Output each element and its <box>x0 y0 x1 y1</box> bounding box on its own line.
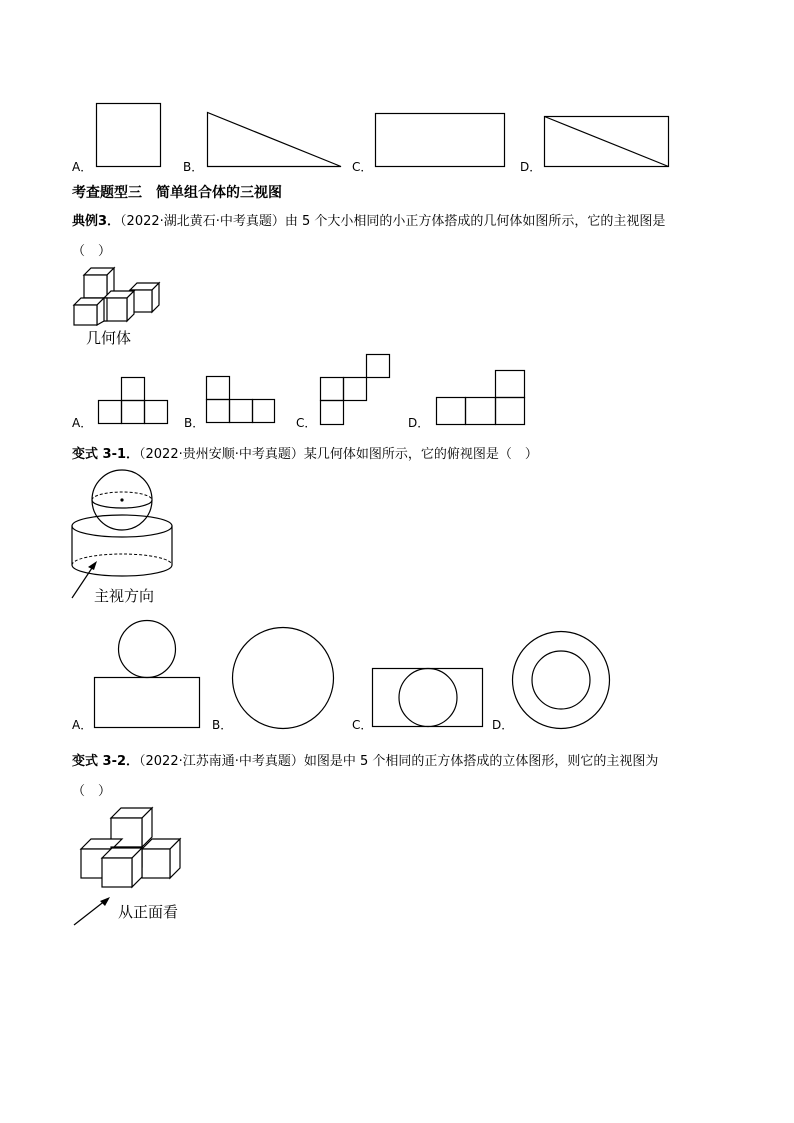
example3-option-d-figure <box>436 370 526 426</box>
variant32-figure-caption: 从正面看 <box>118 903 179 921</box>
variant31-option-b-figure <box>232 627 336 731</box>
square-shape <box>97 104 161 167</box>
cube-front <box>102 848 142 887</box>
variant31-figure-caption: 主视方向 <box>94 587 155 605</box>
option-c-rectangle-figure <box>375 113 506 168</box>
option-d-rectangle-diagonal-figure <box>544 116 670 168</box>
example3-option-b-label: B． <box>184 416 205 430</box>
variant32-text: （2022·江苏南通·中考真题）如图是中 5 个相同的正方体搭成的立体图形，则它的主视图为 <box>139 754 659 769</box>
option-b-triangle-figure <box>207 112 343 168</box>
example3-label: 典例3． <box>72 214 121 229</box>
variant31-option-d-figure <box>512 631 612 731</box>
view-direction-arrow <box>74 897 110 925</box>
sphere-shape <box>92 470 152 530</box>
cube-right <box>142 839 180 878</box>
rectangle-shape <box>376 114 505 167</box>
example3-option-a-figure <box>98 377 169 425</box>
variant31-option-c-figure <box>372 668 484 728</box>
sphere-center-dot <box>120 498 123 501</box>
example3-cube-solid-figure <box>74 268 164 326</box>
example3-option-c-figure <box>320 354 391 426</box>
variant31-option-c-label: C． <box>352 718 373 732</box>
cube-middle <box>104 291 134 321</box>
variant31-sphere-cylinder-figure <box>66 470 178 602</box>
example3-text: （2022·湖北黄石·中考真题）由 5 个大小相同的小正方体搭成的几何体如图所示，它的主视图是 <box>120 214 666 229</box>
option-b-label: B． <box>183 160 204 174</box>
variant31-label: 变式 3-1． <box>72 447 140 462</box>
variant31-option-a-figure <box>94 620 202 730</box>
variant31-text: （2022·贵州安顺·中考真题）某几何体如图所示，它的俯视图是（ ） <box>139 447 538 462</box>
variant31-question <box>72 443 538 462</box>
example3-option-a-label: A． <box>72 416 93 430</box>
example3-answer-paren: （ ） <box>72 244 112 259</box>
variant32-answer-paren: （ ） <box>72 784 112 799</box>
variant31-option-b-label: B． <box>212 718 233 732</box>
example3-figure-caption: 几何体 <box>86 329 132 347</box>
option-a-square-figure <box>96 103 162 169</box>
variant32-label: 变式 3-2． <box>72 754 140 769</box>
example3-option-c-label: C． <box>296 416 317 430</box>
variant31-option-d-label: D． <box>492 718 514 732</box>
example3-option-b-figure <box>206 376 276 424</box>
cube-bottom-left <box>74 298 107 325</box>
option-d-label: D． <box>520 160 542 174</box>
right-triangle-shape <box>208 113 342 167</box>
variant31-option-a-label: A． <box>72 718 93 732</box>
option-a-label: A． <box>72 160 93 174</box>
example3-question <box>72 210 665 229</box>
option-c-label: C． <box>352 160 373 174</box>
diagonal-line <box>545 117 669 167</box>
section-title: 考查题型三 简单组合体的三视图 <box>72 185 282 201</box>
example3-option-d-label: D． <box>408 416 430 430</box>
variant32-question <box>72 750 658 769</box>
